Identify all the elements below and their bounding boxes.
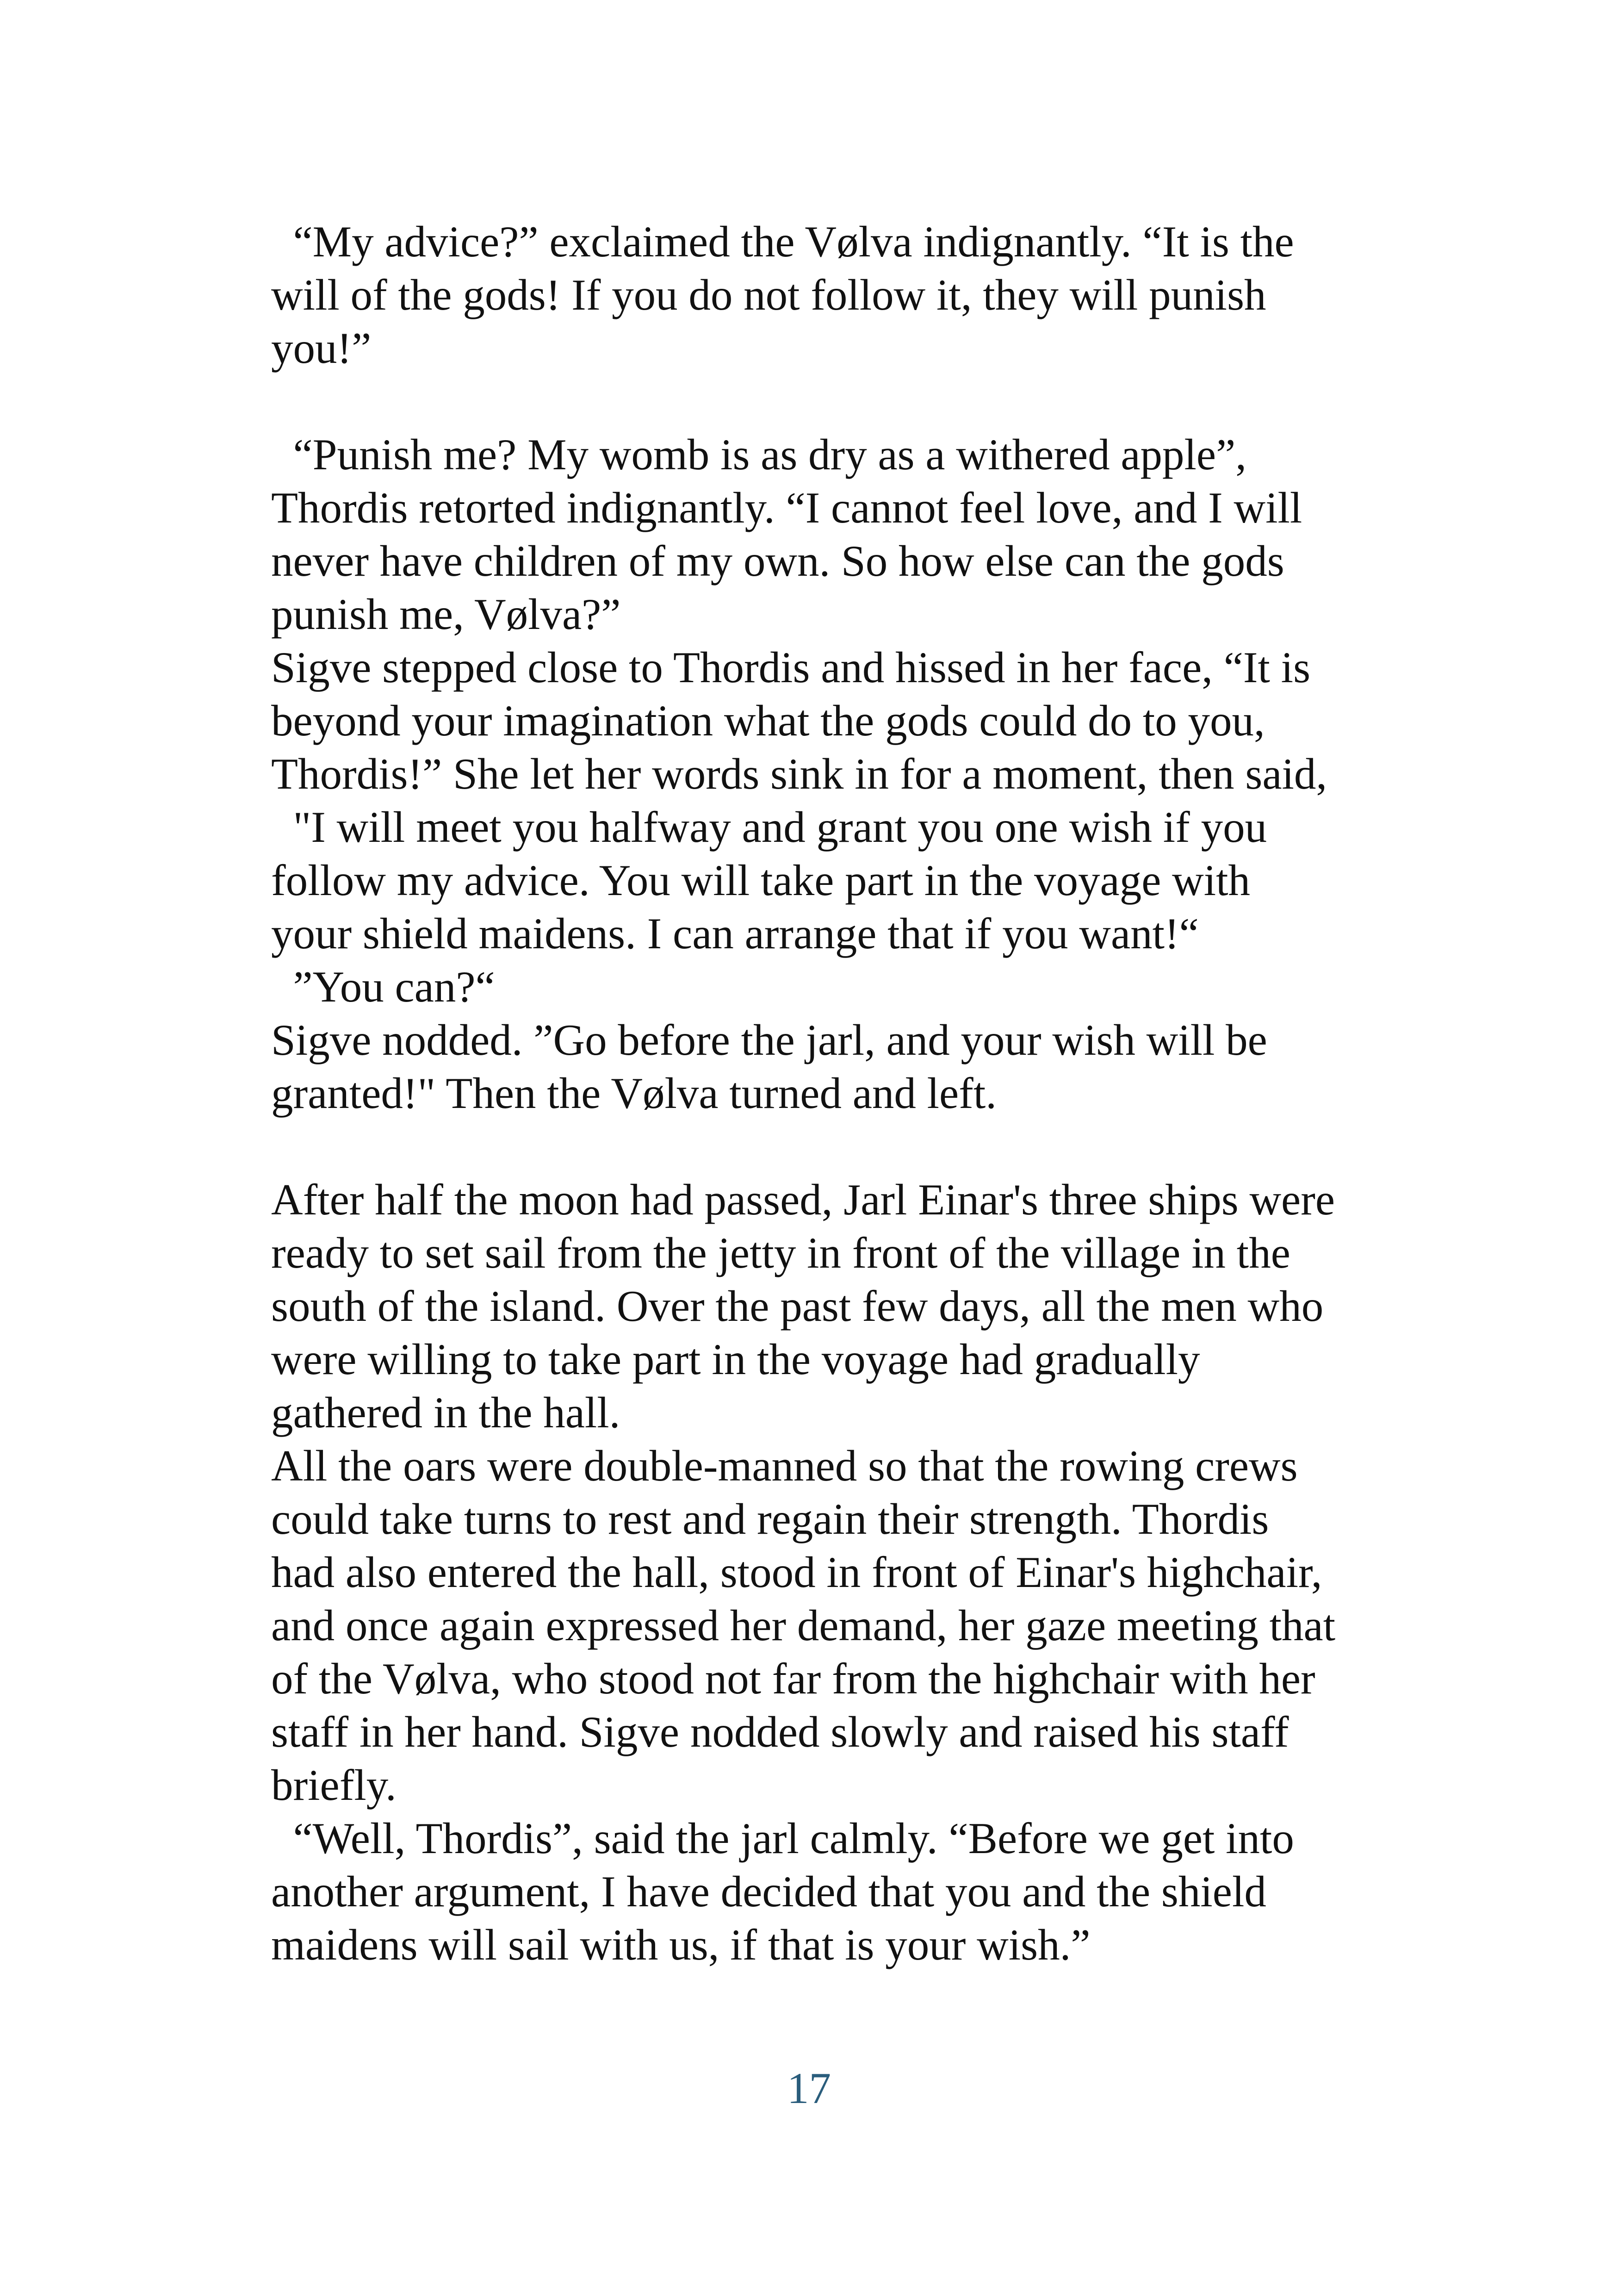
- text-line: Thordis!” She let her words sink in for a moment, then said,: [271, 749, 1327, 798]
- text-line: "I will meet you halfway and grant you one wish if you: [271, 803, 1267, 852]
- text-line: staff in her hand. Sigve nodded slowly and raised his staff: [271, 1707, 1289, 1756]
- text-line: your shield maidens. I can arrange that if you want!“: [271, 909, 1199, 958]
- text-line: “Punish me? My womb is as dry as a withered apple”,: [271, 430, 1246, 479]
- text-line: had also entered the hall, stood in front of Einar's highchair,: [271, 1548, 1322, 1597]
- text-line: ready to set sail from the jetty in front of the village in the: [271, 1228, 1290, 1277]
- paragraph-gap: [271, 1120, 1400, 1173]
- text-line: south of the island. Over the past few days, all the men who: [271, 1282, 1324, 1331]
- text-line: beyond your imagination what the gods could do to you,: [271, 696, 1265, 745]
- text-line: granted!" Then the Vølva turned and left.: [271, 1069, 997, 1118]
- text-line: follow my advice. You will take part in the voyage with: [271, 856, 1251, 905]
- body-text: [271, 215, 1400, 1972]
- paragraph-gap: [271, 375, 1400, 428]
- text-line: Thordis retorted indignantly. “I cannot feel love, and I will: [271, 483, 1302, 532]
- text-line: Sigve nodded. ”Go before the jarl, and your wish will be: [271, 1015, 1267, 1064]
- text-line: gathered in the hall.: [271, 1388, 620, 1437]
- text-line: and once again expressed her demand, her gaze meeting that: [271, 1601, 1336, 1650]
- text-line: briefly.: [271, 1761, 397, 1810]
- text-line: another argument, I have decided that you and the shield: [271, 1867, 1266, 1916]
- text-line: “Well, Thordis”, said the jarl calmly. “Before we get into: [271, 1814, 1294, 1863]
- text-line: “My advice?” exclaimed the Vølva indignantly. “It is the: [271, 217, 1294, 266]
- text-line: maidens will sail with us, if that is your wish.”: [271, 1920, 1091, 1969]
- page-number: 17: [787, 2064, 831, 2113]
- text-line: you!”: [271, 324, 372, 373]
- text-line: punish me, Vølva?”: [271, 590, 621, 639]
- text-line: After half the moon had passed, Jarl Einar's three ships were: [271, 1175, 1335, 1224]
- text-line: ”You can?“: [271, 962, 495, 1011]
- text-line: were willing to take part in the voyage had gradually: [271, 1335, 1200, 1384]
- text-line: never have children of my own. So how else can the gods: [271, 536, 1284, 585]
- text-line: Sigve stepped close to Thordis and hissed in her face, “It is: [271, 643, 1311, 692]
- text-line: of the Vølva, who stood not far from the highchair with her: [271, 1654, 1315, 1703]
- text-line: All the oars were double-manned so that the rowing crews: [271, 1441, 1298, 1490]
- text-line: could take turns to rest and regain their strength. Thordis: [271, 1494, 1269, 1543]
- text-line: will of the gods! If you do not follow it, they will punish: [271, 270, 1266, 319]
